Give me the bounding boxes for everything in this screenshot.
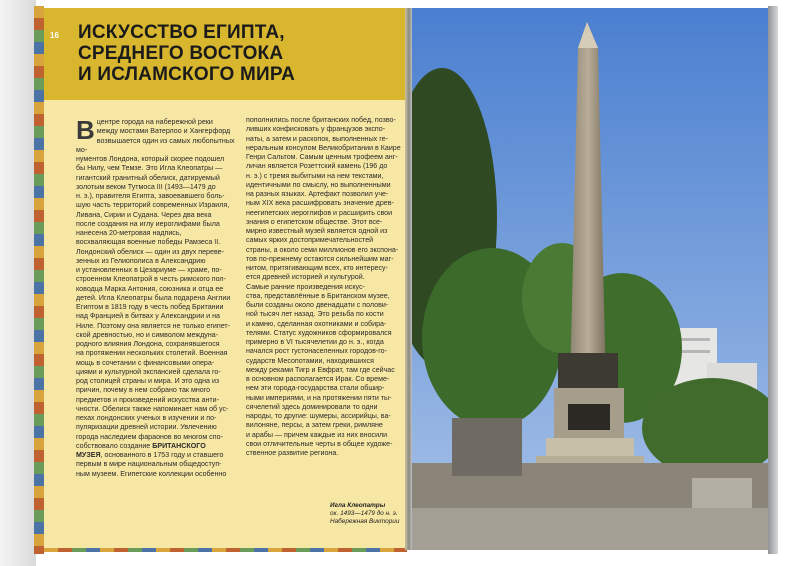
right-page-photo	[412, 8, 768, 550]
page-edge	[768, 6, 778, 554]
left-page	[44, 8, 407, 550]
page-number: 16	[50, 31, 59, 40]
caption-title: Игла Клеопатры	[330, 502, 386, 509]
title-line: СРЕДНЕГО ВОСТОКА	[78, 43, 284, 64]
museum-name: БРИТАНСКОГО МУЗЕЯ	[76, 441, 206, 459]
book-edge-strip	[34, 6, 44, 554]
title-line: И ИСЛАМСКОГО МИРА	[78, 64, 296, 85]
body-text: пополнились после британских побед, позво- ливших конфисковать у французов экспо- наты, а затем и раскопок, выполненных ге- неральным консулом Великобритании в Каире Генри Сальтом. Самым ценным трофеем анг- личан является Розеттский камень (196 до н. э.) с тремя выбитыми на нем текстами, идентичными по смыслу, но выполненными на разных языках. Артефакт позволил уче- ным XIX века расшифровать значение древ- неегипетских иероглифов и расширить свои знания о египетском обществе. Этот все- мирно известный музей является одной из самых ярких достопримечательностей страны, а около семи миллионов его экспона- тов по-прежнему остаются сильнейшим маг- нитом, притягивающим всех, кто интересу- ется древней историей и культурой. Самые ранние произведения искус- ства, представлённые в Британском музее, были созданы около двенадцати с полови- ной тысяч лет назад. Это резьба по кости и камню, сделанная охотниками и собира- телями. Статус художников сформировался примерно в VI тысячелетии до н. э., когда начался рост густонаселенных городов-го- сударств Месопотамии, находившихся между реками Тигр и Евфрат, там где сейчас в основном располагается Ирак. Со време- нем эти города-государства стали обшир- ными империями, и на протяжении пяти ты- сячелетий здесь доминировали то одни народы, то другие: шумеры, ассирийцы, ва- вилоняне, персы, а затем греки, римляне и арабы — причем каждые из них вносили свои отличительные черты в общее художе- ственное развитие региона.	[246, 116, 401, 457]
caption-date: ок. 1493—1479 до н. э.	[330, 510, 398, 517]
body-text-tail: , основанного в 1753 году и ставшего первым в мире национальным общедоступ- ным музеем. Египетские коллекции особенно	[76, 451, 227, 478]
scan-shadow	[0, 0, 36, 566]
page-title	[78, 22, 398, 85]
body-column-2	[246, 116, 406, 458]
body-text: центре города на набережной реки между мостами Ватерлоо и Хангерфорд возвышается один из самых любопытных мо- нументов Лондона, который скорее подошел бы Нилу, чем Темзе. Это Игла Клеопатры — гигантский гранитный обелиск, датируемый золотым веком Тутмоса III (1493—1479 до н. э.), правителя Египта, завоевавшего боль- шую часть территорий современных Израиля, Ливана, Сирии и Судана. Через два века после создания на иглу иероглифами была нанесена 20-метровая надпись, восхваляющая военные победы Рамзеса II. Лондонский обелиск — один из двух переве- зенных из Гелиополиса в Александрию и установленных в Цезариуме — храме, по- строенном Клеопатрой в честь римского пол- ководца Марка Антония, союзника и отца ее детей. Игла Клеопатры была подарена Англии Египтом в 1819 году в честь побед Британии над Францией в битвах у Александрии и на Ниле. Поэтому она является не только египет- ской древностью, но и символом междуна- родного влияния Лондона, сохранявшегося на протяжении нескольких столетий. Военная мощь в сочетании с финансовыми опера- циями и культурной экспансией сделала го- род столицей страны и мира. И это одна из причин, почему в нем собрано так много предметов и произведений искусства анти- чности. Обелиск также напоминает нам об ус- пехах лондонских ученых в изучении и по- пуляризации древней истории. Увлечению города наследием фараонов во многом спо- собствовало создание	[76, 118, 235, 450]
title-line: ИСКУССТВО ЕГИПТА,	[78, 22, 285, 43]
body-column-1	[76, 115, 244, 479]
obelisk-photo	[412, 8, 768, 550]
bottom-color-strip	[44, 548, 407, 552]
caption-location: Набережная Виктории	[330, 518, 400, 525]
drop-cap: В	[76, 115, 95, 145]
title-band	[44, 8, 407, 100]
photo-caption	[330, 502, 406, 526]
